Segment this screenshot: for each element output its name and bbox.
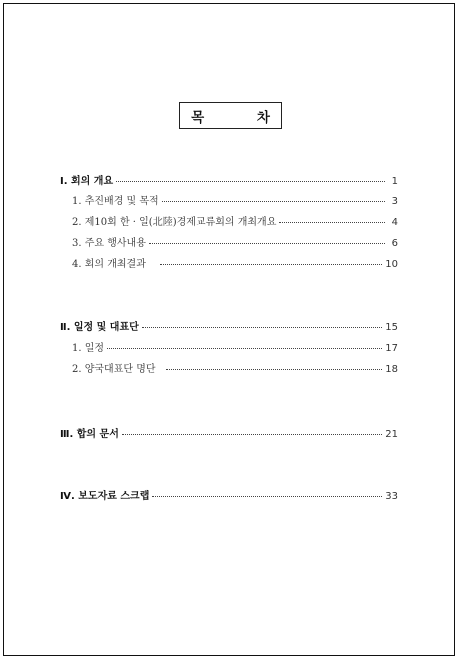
- dot-leader: [107, 348, 382, 349]
- toc-section-label: Ⅳ. 보도자료 스크랩: [60, 491, 150, 502]
- dot-leader: [149, 243, 385, 244]
- toc-page-number: 10: [385, 259, 398, 270]
- toc-page-number: 6: [391, 238, 398, 249]
- dot-leader: [152, 496, 382, 497]
- toc-item-2-1[interactable]: [72, 342, 398, 355]
- toc-section-2[interactable]: [60, 321, 398, 334]
- toc-page-number: 33: [385, 491, 398, 502]
- dot-leader: [122, 434, 382, 435]
- toc-item-1-4[interactable]: [72, 258, 398, 271]
- toc-item-label: 3. 주요 행사내용: [72, 238, 146, 249]
- toc-page-number: 18: [385, 364, 398, 375]
- toc-section-label: Ⅱ. 일정 및 대표단: [60, 322, 139, 333]
- dot-leader: [166, 369, 383, 370]
- toc-section-1[interactable]: [60, 175, 398, 188]
- toc-section-4[interactable]: [60, 490, 398, 503]
- toc-item-label: 2. 제10회 한 · 일(北陸)경제교류회의 개최개요: [72, 217, 277, 228]
- toc-title-box: [179, 102, 294, 129]
- toc-page-number: 21: [385, 429, 398, 440]
- dot-leader: [279, 222, 385, 223]
- toc-item-label: 4. 회의 개최결과: [72, 259, 146, 270]
- toc-title: 목 차: [191, 109, 294, 126]
- toc-item-label: 1. 추진배경 및 목적: [72, 196, 159, 207]
- toc-section-label: Ⅲ. 합의 문서: [60, 429, 119, 440]
- toc-item-1-1[interactable]: [72, 195, 398, 208]
- toc-section-label: Ⅰ. 회의 개요: [60, 176, 114, 187]
- toc-item-1-3[interactable]: [72, 237, 398, 250]
- toc-page-number: 1: [391, 176, 398, 187]
- toc-item-label: 2. 양국대표단 명단: [72, 364, 156, 375]
- dot-leader: [160, 264, 382, 265]
- toc-section-3[interactable]: [60, 428, 398, 441]
- toc-page-number: 15: [385, 322, 398, 333]
- dot-leader: [162, 201, 385, 202]
- toc-page-number: 17: [385, 343, 398, 354]
- toc-page-number: 3: [391, 196, 398, 207]
- toc-item-2-2[interactable]: [72, 363, 398, 376]
- toc-page-number: 4: [391, 217, 398, 228]
- dot-leader: [142, 327, 382, 328]
- toc-item-label: 1. 일정: [72, 343, 105, 354]
- dot-leader: [116, 181, 385, 182]
- toc-item-1-2[interactable]: [72, 216, 398, 229]
